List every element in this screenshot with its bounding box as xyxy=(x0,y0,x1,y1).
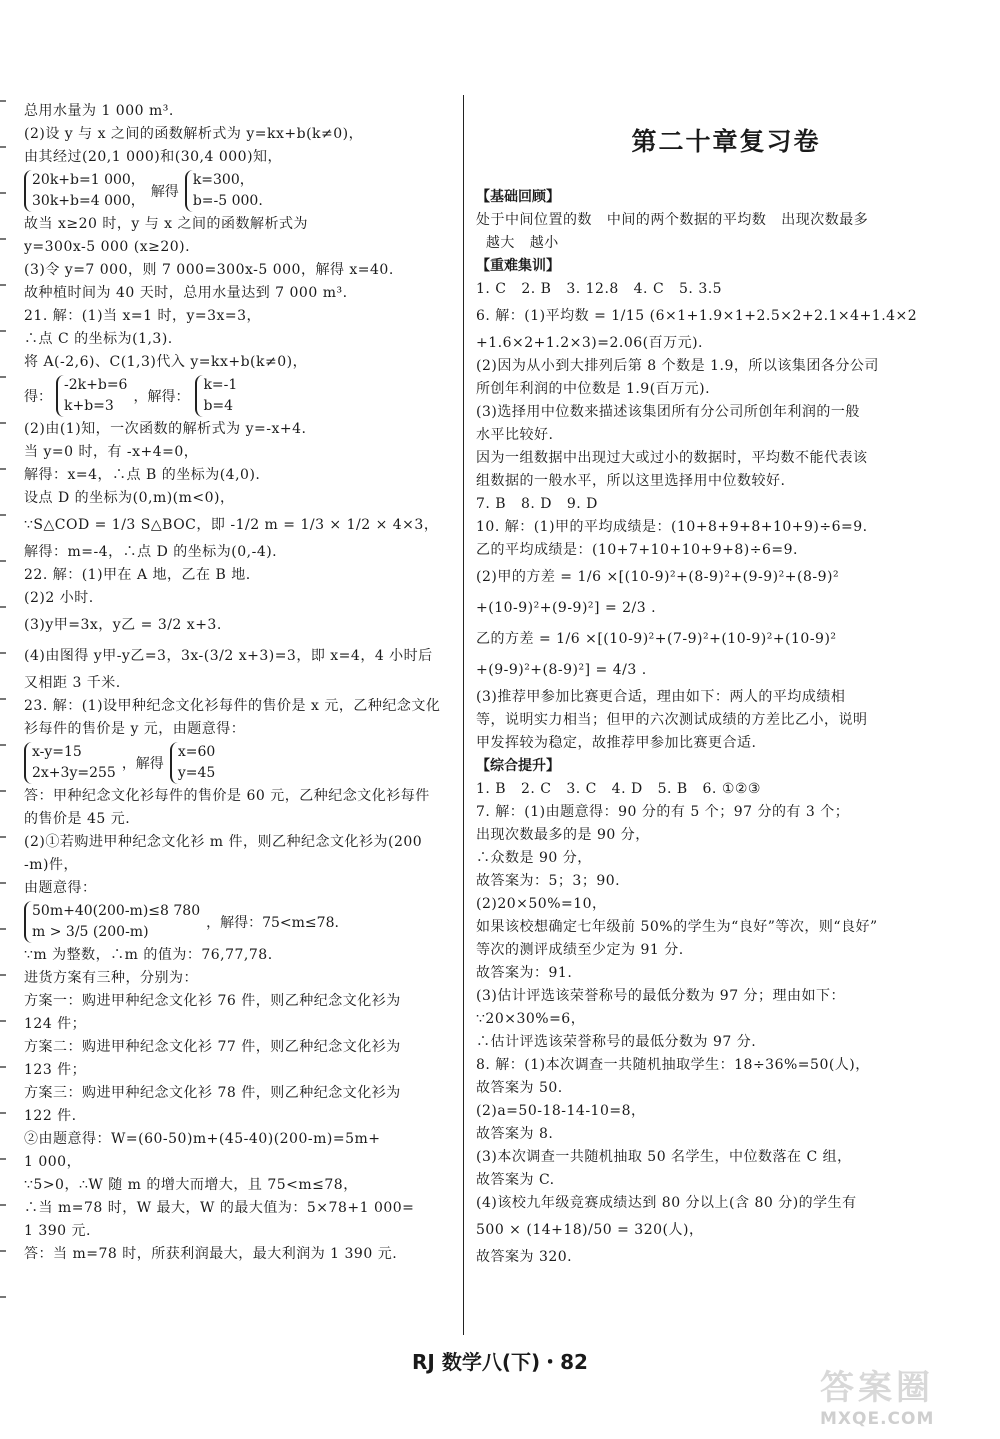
text-line: 1 390 元. xyxy=(24,1223,91,1239)
text-line: 122 件. xyxy=(24,1108,77,1124)
text-line: 又相距 3 千米. xyxy=(24,675,121,691)
text-line: 等，说明实力相当；但甲的六次测试成绩的方差比乙小，说明 xyxy=(476,712,868,728)
left-column xyxy=(24,100,456,1266)
text-line: 22. 解：(1)甲在 A 地，乙在 B 地. xyxy=(24,567,251,583)
text-line: 21. 解：(1)当 x=1 时，y=3x=3， xyxy=(24,308,262,324)
text-line: 解得：x=4，∴点 B 的坐标为(4,0). xyxy=(24,467,261,483)
inequality-row: m > 3/5 (200-m) xyxy=(32,924,149,940)
inequality-tail: ，解得：75<m≤78. xyxy=(206,915,339,931)
equation-system-2 xyxy=(24,375,456,417)
text-line: 处于中间位置的数 中间的两个数据的平均数 出现次数最多 xyxy=(476,212,869,228)
text-line: 故答案为：5；3；90. xyxy=(476,873,621,889)
text-line: 出现次数最多的是 90 分， xyxy=(476,827,650,843)
text-line: (2)由(1)知，一次函数的解析式为 y=-x+4. xyxy=(24,421,307,437)
equation-row: x-y=15 xyxy=(32,744,82,760)
text-line: 衫每件的售价是 y 元，由题意得： xyxy=(24,721,246,737)
text-line: 500 × (14+18)/50 = 320(人)， xyxy=(476,1222,704,1238)
section-heading-basics: 【基础回顾】 xyxy=(476,189,560,205)
text-line: ∵5>0，∴W 随 m 的增大而增大，且 75<m≤78， xyxy=(24,1177,358,1193)
text-line: ∵S△COD = 1/3 S△BOC，即 -1/2 m = 1/3 × 1/2 × 4×3， xyxy=(24,517,439,533)
watermark-url: MXQE.COM xyxy=(820,1409,935,1429)
text-line: (2)20×50%=10， xyxy=(476,896,607,912)
inequality-system xyxy=(24,901,456,943)
text-line: 乙的平均成绩是：(10+7+10+10+9+8)÷6=9. xyxy=(476,542,798,558)
equation-system-1 xyxy=(24,170,456,212)
text-line: 方案三：购进甲种纪念文化衫 78 件，则乙种纪念文化衫为 xyxy=(24,1085,401,1101)
text-line: (4)该校九年级竞赛成绩达到 80 分以上(含 80 分)的学生有 xyxy=(476,1195,857,1211)
text-line: 故种植时间为 40 天时，总用水量达到 7 000 m³. xyxy=(24,285,348,301)
right-column xyxy=(476,100,976,1269)
chapter-title: 第二十章复习卷 xyxy=(631,127,821,156)
text-line: 故当 x≥20 时，y 与 x 之间的函数解析式为 xyxy=(24,216,308,232)
text-line: 所创年利润的中位数是 1.9(百万元). xyxy=(476,381,711,397)
text-line: ∴估计评选该荣誉称号的最低分数为 97 分. xyxy=(476,1034,757,1050)
text-line: y=300x-5 000 (x≥20). xyxy=(24,239,191,255)
text-line: 123 件； xyxy=(24,1062,87,1078)
text-line: 当 y=0 时，有 -x+4=0， xyxy=(24,444,199,460)
text-line: ∵m 为整数，∴m 的值为：76,77,78. xyxy=(24,947,273,963)
text-line: 答：当 m=78 时，所获利润最大，最大利润为 1 390 元. xyxy=(24,1246,398,1262)
text-line: 答：甲种纪念文化衫每件的售价是 60 元，乙种纪念文化衫每件 xyxy=(24,788,430,804)
text-line: +(9-9)²+(8-9)²] = 4/3 . xyxy=(476,662,647,678)
text-line: (2)2 小时. xyxy=(24,590,94,606)
text-line: 设点 D 的坐标为(0,m)(m<0)， xyxy=(24,490,235,506)
text-line: 因为一组数据中出现过大或过小的数据时，平均数不能代表该 xyxy=(476,450,868,466)
text-line: (3)估计评选该荣誉称号的最低分数为 97 分；理由如下： xyxy=(476,988,846,1004)
text-line: 如果该校想确定七年级前 50%的学生为“良好”等次，则“良好” xyxy=(476,919,878,935)
text-line: ∵20×30%=6， xyxy=(476,1011,586,1027)
text-line: 故答案为：91. xyxy=(476,965,573,981)
equation-row: -2k+b=6 xyxy=(64,377,128,393)
text-line: (3)推荐甲参加比赛更合适，理由如下：两人的平均成绩相 xyxy=(476,689,846,705)
text-line: 7. B 8. D 9. D xyxy=(476,496,598,512)
inequality-row: 50m+40(200-m)≤8 780 xyxy=(32,903,201,919)
text-line: ∴当 m=78 时，W 最大，W 的最大值为：5×78+1 000= xyxy=(24,1200,415,1216)
text-line: 8. 解：(1)本次调查一共随机抽取学生：18÷36%=50(人)， xyxy=(476,1057,870,1073)
text-line: 7. 解：(1)由题意得：90 分的有 5 个；97 分的有 3 个； xyxy=(476,804,850,820)
section-heading-comprehensive: 【综合提升】 xyxy=(476,758,560,774)
text-line: 总用水量为 1 000 m³. xyxy=(24,103,174,119)
text-line: 故答案为 8. xyxy=(476,1126,554,1142)
text-line: 乙的方差 = 1/6 ×[(10-9)²+(7-9)²+(10-9)²+(10-9)² xyxy=(476,631,837,647)
text-line: ∴众数是 90 分， xyxy=(476,850,592,866)
text-line: 方案二：购进甲种纪念文化衫 77 件，则乙种纪念文化衫为 xyxy=(24,1039,401,1055)
equation-row: 30k+b=4 000， xyxy=(32,193,145,209)
text-line: 解得：m=-4，∴点 D 的坐标为(0,-4). xyxy=(24,544,278,560)
text-line: (3)选择用中位数来描述该集团所有分公司所创年利润的一般 xyxy=(476,404,860,420)
text-line: 等次的测评成绩至少定为 91 分. xyxy=(476,942,684,958)
watermark-logo xyxy=(820,1360,980,1432)
text-line: (2)a=50-18-14-10=8， xyxy=(476,1103,646,1119)
text-line: 1. C 2. B 3. 12.8 4. C 5. 3.5 xyxy=(476,281,723,297)
text-line: (3)令 y=7 000，则 7 000=300x-5 000，解得 x=40. xyxy=(24,262,394,278)
text-line: 1 000， xyxy=(24,1154,82,1170)
text-line: 将 A(-2,6)、C(1,3)代入 y=kx+b(k≠0)， xyxy=(24,354,308,370)
text-line: 进货方案有三种，分别为： xyxy=(24,970,198,986)
text-line: (3)本次调查一共随机抽取 50 名学生，中位数落在 C 组， xyxy=(476,1149,852,1165)
text-line: 由其经过(20,1 000)和(30,4 000)知， xyxy=(24,149,283,165)
text-line: 水平比较好. xyxy=(476,427,554,443)
page-footer: RJ 数学八(下)・82 xyxy=(412,1350,588,1374)
text-line: (3)y甲=3x，y乙 = 3/2 x+3. xyxy=(24,617,222,633)
equation-tail: 解得 xyxy=(150,184,179,200)
equation-lead: 得： xyxy=(24,389,52,405)
text-line: 故答案为 50. xyxy=(476,1080,563,1096)
solution-row: b=-5 000. xyxy=(192,193,263,209)
text-line: 组数据的一般水平，所以这里选择用中位数较好. xyxy=(476,473,786,489)
solution-row: y=45 xyxy=(177,765,216,781)
solution-row: k=-1 xyxy=(203,377,238,393)
equation-tail: ，解得： xyxy=(133,389,190,405)
text-line: 6. 解：(1)平均数 = 1/15 (6×1+1.9×1+2.5×2+2.1×4+1.4×2 xyxy=(476,308,918,324)
text-line: 124 件； xyxy=(24,1016,87,1032)
text-line: +1.6×2+1.2×3)=2.06(百万元). xyxy=(476,335,704,351)
equation-tail: ，解得 xyxy=(121,756,164,772)
text-line: ∴点 C 的坐标为(1,3). xyxy=(24,331,173,347)
equation-row: 2x+3y=255 xyxy=(32,765,116,781)
text-line: 甲发挥较为稳定，故推荐甲参加比赛更合适. xyxy=(476,735,757,751)
text-line: 故答案为 320. xyxy=(476,1249,573,1265)
text-line: 1. B 2. C 3. C 4. D 5. B 6. ①②③ xyxy=(476,781,761,797)
text-line: 越大 越小 xyxy=(476,235,559,251)
watermark-text: 答案圈 xyxy=(820,1368,934,1408)
text-line: 方案一：购进甲种纪念文化衫 76 件，则乙种纪念文化衫为 xyxy=(24,993,401,1009)
text-line: 由题意得： xyxy=(24,880,97,896)
equation-row: k+b=3 xyxy=(64,398,114,414)
solution-row: b=4 xyxy=(203,398,234,414)
solution-row: k=300， xyxy=(192,172,254,188)
text-line: (2)设 y 与 x 之间的函数解析式为 y=kx+b(k≠0)， xyxy=(24,126,364,142)
section-heading-key-training: 【重难集训】 xyxy=(476,258,560,274)
column-divider xyxy=(463,95,464,1335)
text-line: 故答案为 C. xyxy=(476,1172,555,1188)
text-line: (4)由图得 y甲-y乙=3，3x-(3/2 x+3)=3，即 x=4，4 小时后 xyxy=(24,648,433,664)
text-line: +(10-9)²+(9-9)²] = 2/3 . xyxy=(476,600,657,616)
text-line: (2)甲的方差 = 1/6 ×[(10-9)²+(8-9)²+(9-9)²+(8-9)² xyxy=(476,569,840,585)
text-line: 23. 解：(1)设甲种纪念文化衫每件的售价是 x 元，乙种纪念文化 xyxy=(24,698,441,714)
solution-row: x=60 xyxy=(177,744,216,760)
text-line: (2)因为从小到大排列后第 8 个数是 1.9，所以该集团各分公司 xyxy=(476,358,879,374)
text-line: -m)件， xyxy=(24,857,78,873)
text-line: 10. 解：(1)甲的平均成绩是：(10+8+9+8+10+9)÷6=9. xyxy=(476,519,868,535)
binding-edge-marks xyxy=(0,100,6,1340)
text-line: (2)①若购进甲种纪念文化衫 m 件，则乙种纪念文化衫为(200 xyxy=(24,834,423,850)
equation-row: 20k+b=1 000， xyxy=(32,172,145,188)
text-line: 的售价是 45 元. xyxy=(24,811,131,827)
text-line: ②由题意得：W=(60-50)m+(45-40)(200-m)=5m+ xyxy=(24,1131,381,1147)
equation-system-3 xyxy=(24,742,456,784)
